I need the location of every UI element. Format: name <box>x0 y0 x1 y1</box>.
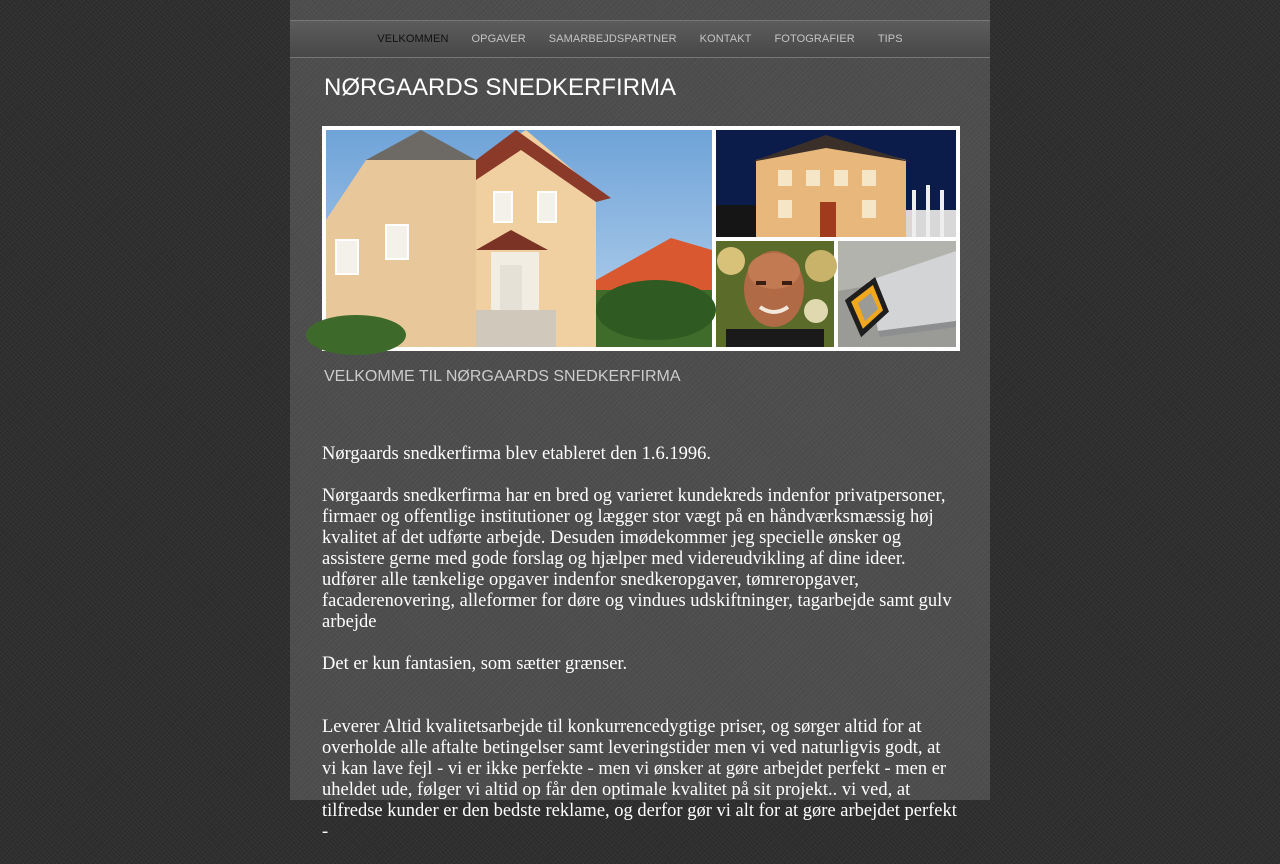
main-navigation <box>290 20 990 58</box>
portrait-photo <box>716 241 834 347</box>
page-container <box>290 0 990 842</box>
main-content <box>322 444 958 864</box>
site-title: NØRGAARDS SNEDKERFIRMA <box>324 74 677 101</box>
nav-item-tips[interactable]: TIPS <box>877 33 903 45</box>
nav-item-fotografier[interactable]: FOTOGRAFIER <box>774 33 855 45</box>
house-night-photo <box>716 130 956 237</box>
house-photo <box>326 130 712 347</box>
photo-gallery <box>322 126 960 351</box>
nav-item-kontakt[interactable]: KONTAKT <box>699 33 752 45</box>
nav-item-opgaver[interactable]: OPGAVER <box>471 33 526 45</box>
paragraph-description: Nørgaards snedkerfirma har en bred og varieret kundekreds indenfor privatpersoner, firmaer og offentlige institutioner og lægger stor vægt på en håndværksmæssig høj kvalitet af det udførte arbejde. Desuden imødekommer jeg specielle ønsker og assistere gerne med gode forslag og hjælper med videreudvikling af dine ideer. udfører alle tænkelige opgaver indenfor snedkeropgaver, tømreropgaver, facaderenovering, alleformer for døre og vindues udskiftninger, tagarbejde samt gulv arbejde <box>322 486 952 632</box>
paragraph-established: Nørgaards snedkerfirma blev etableret den 1.6.1996. <box>322 444 712 464</box>
paragraph-quality: Leverer Altid kvalitetsarbejde til konkurrencedygtige priser, og sørger altid for at overholde alle aftalte betingelser samt leveringstider men vi ved naturligvis godt, at vi kan lave fejl - vi er ikke perfekte - men vi ønsker at gøre arbejdet perfekt - men er uheldet ude, følger vi altid op får den optimale kvalitet på sit projekt.. vi ved, at tilfredse kunder er den bedste reklame, og derfor gør vi alt for at gøre arbejdet perfekt - <box>322 717 957 842</box>
paragraph-fantasy: Det er kun fantasien, som sætter grænser. <box>322 654 628 674</box>
welcome-subtitle: VELKOMME TIL NØRGAARDS SNEDKERFIRMA <box>324 368 681 385</box>
nav-item-velkommen[interactable]: VELKOMMEN <box>377 33 449 45</box>
nav-item-samarbejdspartner[interactable]: SAMARBEJDSPARTNER <box>548 33 677 45</box>
saw-photo <box>838 241 956 347</box>
